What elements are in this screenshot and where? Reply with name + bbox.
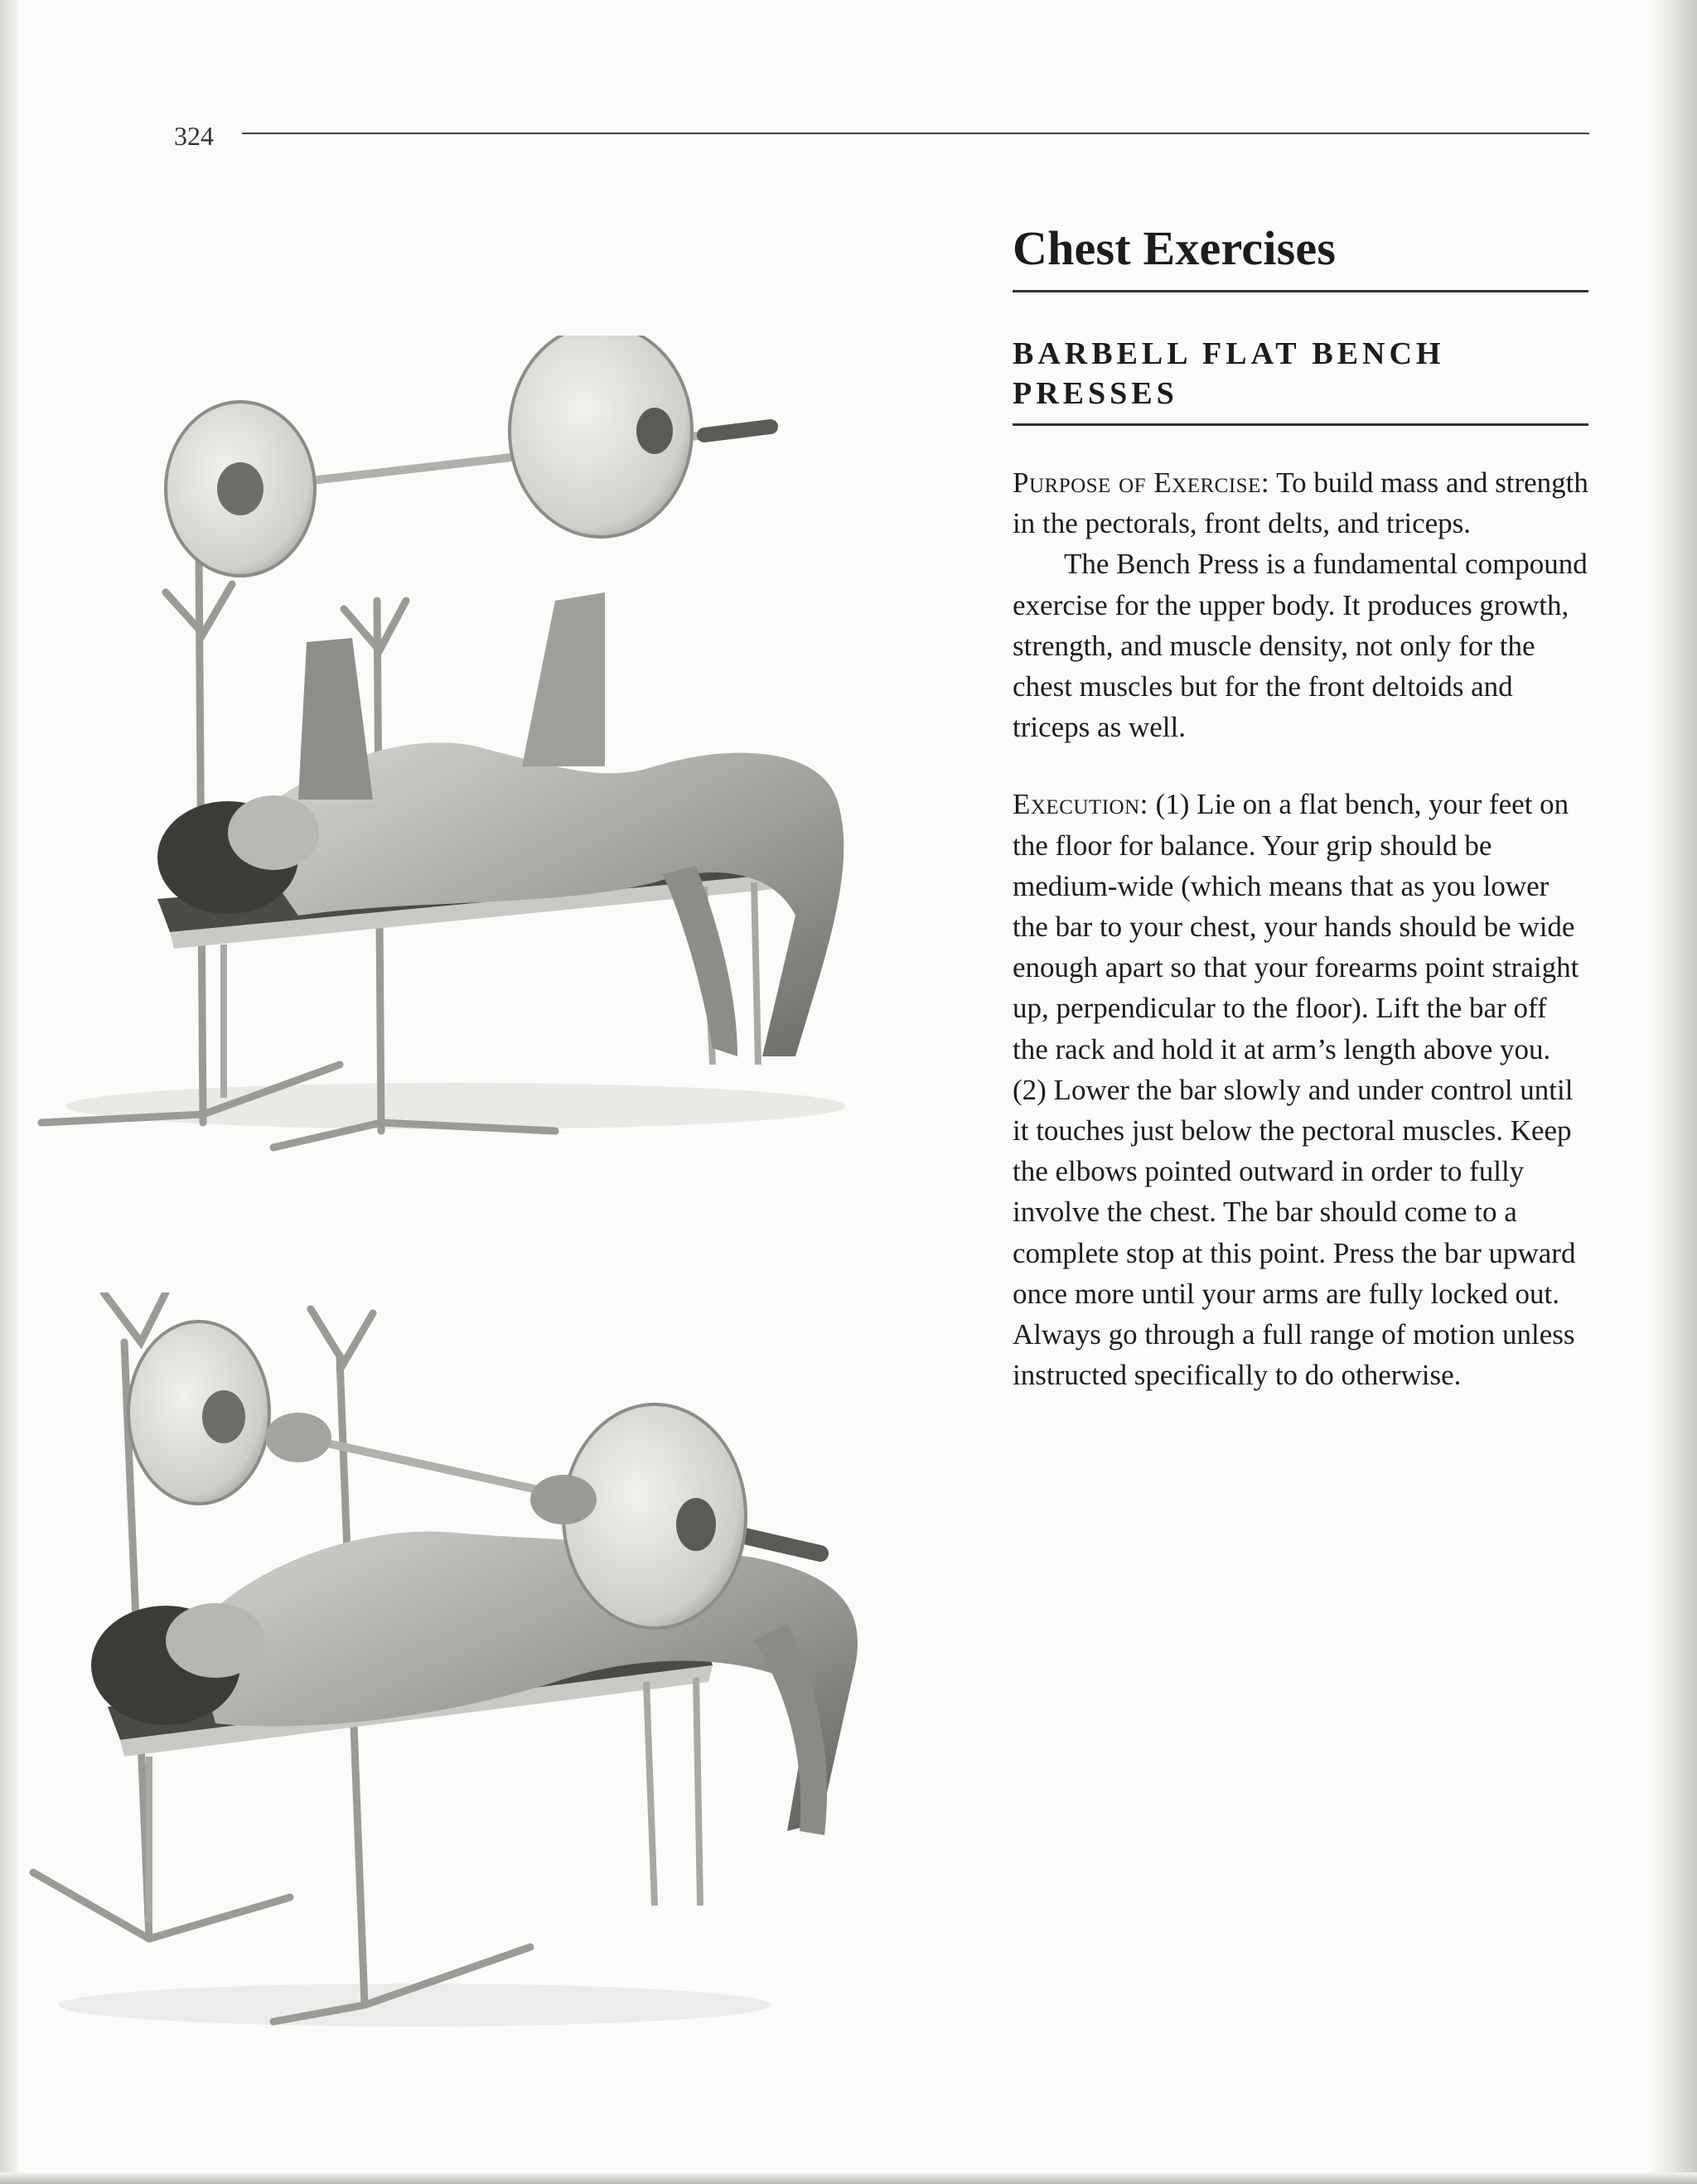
page-edge-bottom — [0, 2172, 1697, 2184]
photo-bench-press-lowered-illustration — [25, 1293, 903, 2038]
execution-paragraph — [1013, 784, 1588, 1395]
photo-bench-press-start — [25, 336, 903, 1156]
section-title-rule — [1013, 290, 1588, 292]
page-edge-right — [1649, 0, 1697, 2184]
photo-bench-press-start-illustration — [25, 336, 903, 1156]
purpose-text: To build mass and strength in the pectorals, front delts, and triceps. — [1013, 466, 1588, 540]
section-title: Chest Exercises — [1013, 221, 1337, 275]
running-head-rule — [242, 133, 1589, 134]
exercise-title-rule — [1013, 423, 1588, 426]
purpose-paragraph — [1013, 462, 1588, 544]
photo-bench-press-lowered — [25, 1293, 903, 2038]
purpose-label: Purpose of Exercise: — [1013, 466, 1270, 499]
intro-paragraph: The Bench Press is a fundamental compound exercise for the upper body. It produces growth, strength, and muscle density, not only for the chest muscles but for the front deltoids and triceps as well. — [1013, 548, 1588, 744]
page-edge-left — [0, 0, 18, 2184]
execution-label: Execution: — [1013, 788, 1148, 821]
page-number: 324 — [174, 121, 214, 151]
exercise-title: BARBELL FLAT BENCH PRESSES — [1013, 336, 1445, 411]
execution-text: (1) Lie on a flat bench, your feet on the floor for balance. Your grip should be medium-wide (which means that as you lower the bar to your chest, your hands should be wide enough apart so that your forearms point straight up, perpendicular to the floor). Lift the bar off the rack and hold it at arm’s length above you. (2) Lower the bar slowly and under control until it touches just below the pectoral muscles. Keep the elbows pointed outward in order to fully involve the chest. The bar should come to a complete stop at this point. Press the bar upward once more until your arms are fully locked out. Always go through a full range of motion unless instructed specifically to do otherwise. — [1013, 788, 1579, 1392]
text-column — [1013, 217, 1588, 1395]
